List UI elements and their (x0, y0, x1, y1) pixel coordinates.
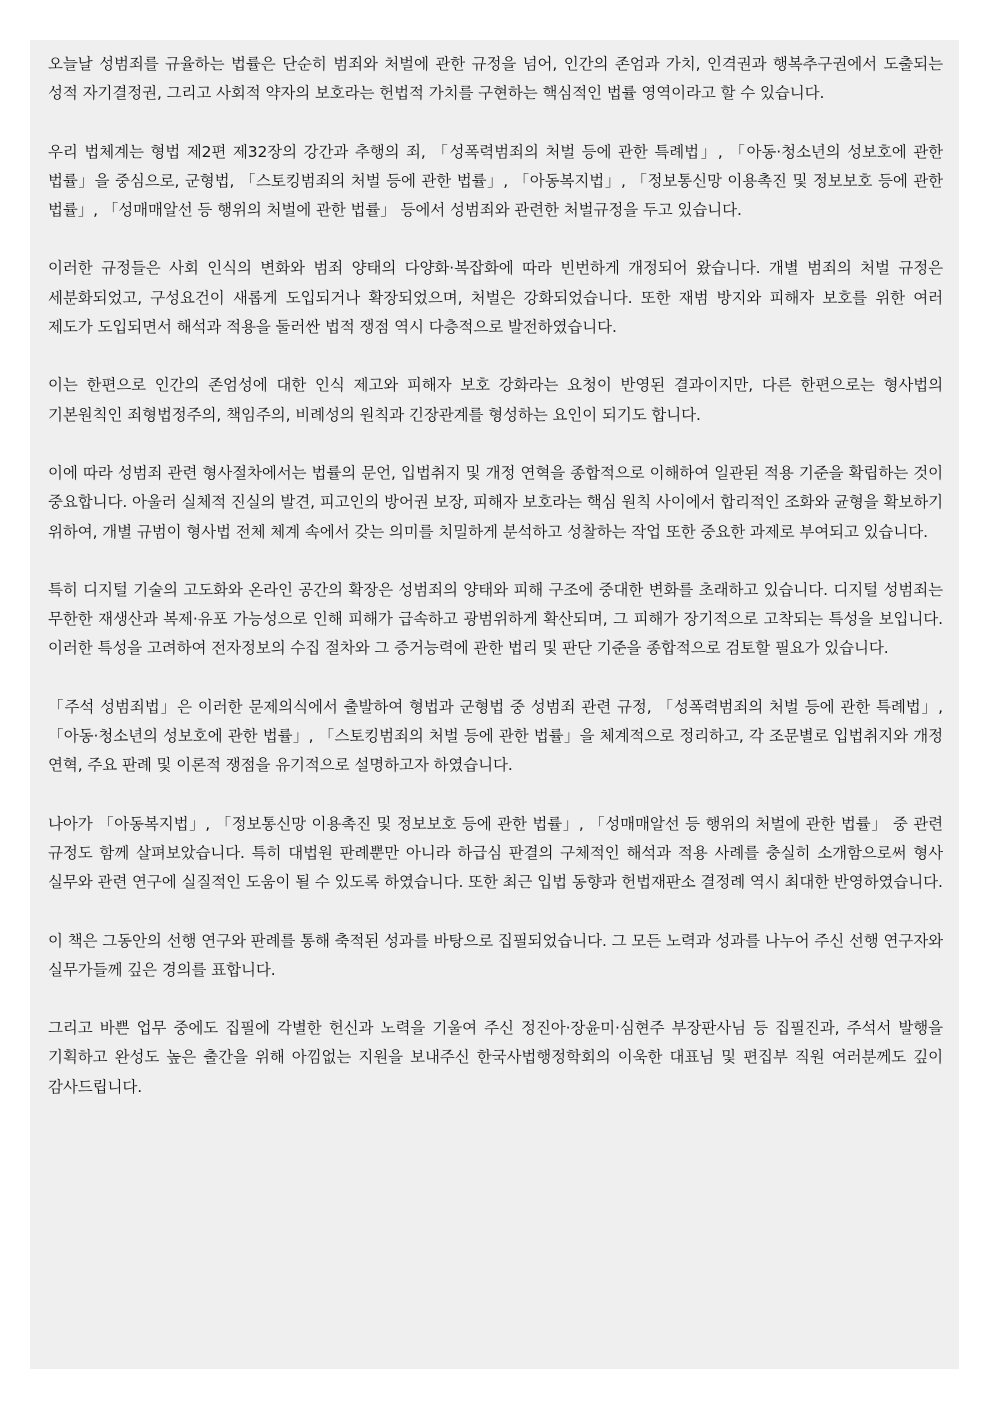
paragraph-4: 이는 한편으로 인간의 존엄성에 대한 인식 제고와 피해자 보호 강화라는 요청이 반영된 결과이지만, 다른 한편으로는 형사법의 기본원칙인 죄형법정주의, 책임주의, 비례성의 원칙과 긴장관계를 형성하는 요인이 되기도 합니다. (48, 376, 943, 424)
paragraph-7: 「주석 성범죄법」은 이러한 문제의식에서 출발하여 형법과 군형법 중 성범죄 관련 규정, 「성폭력범죄의 처벌 등에 관한 특례법」, 「아동·청소년의 성보호에 관한 법률」, 「스토킹범죄의 처벌 등에 관한 법률」을 체계적으로 정리하고, 각 조문별로 입법취지와 개정 연혁, 주요 판례 및 이론적 쟁점을 유기적으로 설명하고자 하였습니다. (48, 697, 943, 775)
paragraph-10: 그리고 바쁜 업무 중에도 집필에 각별한 헌신과 노력을 기울여 주신 정진아·장윤미·심현주 부장판사님 등 집필진과, 주석서 발행을 기획하고 완성도 높은 출간을 위해 아낌없는 지원을 보내주신 한국사법행정학회의 이욱한 대표님 및 편집부 직원 여러분께도 깊이 감사드립니다. (48, 1019, 943, 1096)
paragraph-1: 오늘날 성범죄를 규율하는 법률은 단순히 범죄와 처벌에 관한 규정을 넘어, 인간의 존엄과 가치, 인격권과 행복추구권에서 도출되는 성적 자기결정권, 그리고 사회적 약자의 보호라는 헌법적 가치를 구현하는 핵심적인 법률 영역이라고 할 수 있습니다. (48, 55, 943, 103)
paragraph-6: 특히 디지털 기술의 고도화와 온라인 공간의 확장은 성범죄의 양태와 피해 구조에 중대한 변화를 초래하고 있습니다. 디지털 성범죄는 무한한 재생산과 복제·유포 가능성으로 인해 피해가 급속하고 광범위하게 확산되며, 그 피해가 장기적으로 고착되는 특성을 보입니다. 이러한 특성을 고려하여 전자정보의 수집 절차와 그 증거능력에 관한 법리 및 판단 기준을 종합적으로 검토할 필요가 있습니다. (48, 580, 943, 658)
paragraph-9: 이 책은 그동안의 선행 연구와 판례를 통해 축적된 성과를 바탕으로 집필되었습니다. 그 모든 노력과 성과를 나누어 주신 선행 연구자와 실무가들께 깊은 경의를 표합니다. (48, 931, 943, 979)
document-page (30, 40, 959, 1369)
paragraph-5: 이에 따라 성범죄 관련 형사절차에서는 법률의 문언, 입법취지 및 개정 연혁을 종합적으로 이해하여 일관된 적용 기준을 확립하는 것이 중요합니다. 아울러 실체적 진실의 발견, 피고인의 방어권 보장, 피해자 보호라는 핵심 원칙 사이에서 합리적인 조화와 균형을 확보하기 위하여, 개별 규범이 형사법 전체 체계 속에서 갖는 의미를 치밀하게 분석하고 성찰하는 작업 또한 중요한 과제로 부여되고 있습니다. (48, 463, 943, 541)
paragraph-2: 우리 법체계는 형법 제2편 제32장의 강간과 추행의 죄, 「성폭력범죄의 처벌 등에 관한 특례법」, 「아동·청소년의 성보호에 관한 법률」을 중심으로, 군형법, 「스토킹범죄의 처벌 등에 관한 법률」, 「아동복지법」, 「정보통신망 이용촉진 및 정보보호 등에 관한 법률」, 「성매매알선 등 행위의 처벌에 관한 법률」 등에서 성범죄와 관련한 처벌규정을 두고 있습니다. (48, 142, 943, 220)
paragraph-3: 이러한 규정들은 사회 인식의 변화와 범죄 양태의 다양화·복잡화에 따라 빈번하게 개정되어 왔습니다. 개별 범죄의 처벌 규정은 세분화되었고, 구성요건이 새롭게 도입되거나 확장되었으며, 처벌은 강화되었습니다. 또한 재범 방지와 피해자 보호를 위한 여러 제도가 도입되면서 해석과 적용을 둘러싼 법적 쟁점 역시 다층적으로 발전하였습니다. (48, 259, 943, 337)
paragraph-8: 나아가 「아동복지법」, 「정보통신망 이용촉진 및 정보보호 등에 관한 법률」, 「성매매알선 등 행위의 처벌에 관한 법률」 중 관련 규정도 함께 살펴보았습니다. 특히 대법원 판례뿐만 아니라 하급심 판결의 구체적인 해석과 적용 사례를 충실히 소개함으로써 형사 실무와 관련 연구에 실질적인 도움이 될 수 있도록 하였습니다. 또한 최근 입법 동향과 헌법재판소 결정례 역시 최대한 반영하였습니다. (48, 814, 943, 892)
